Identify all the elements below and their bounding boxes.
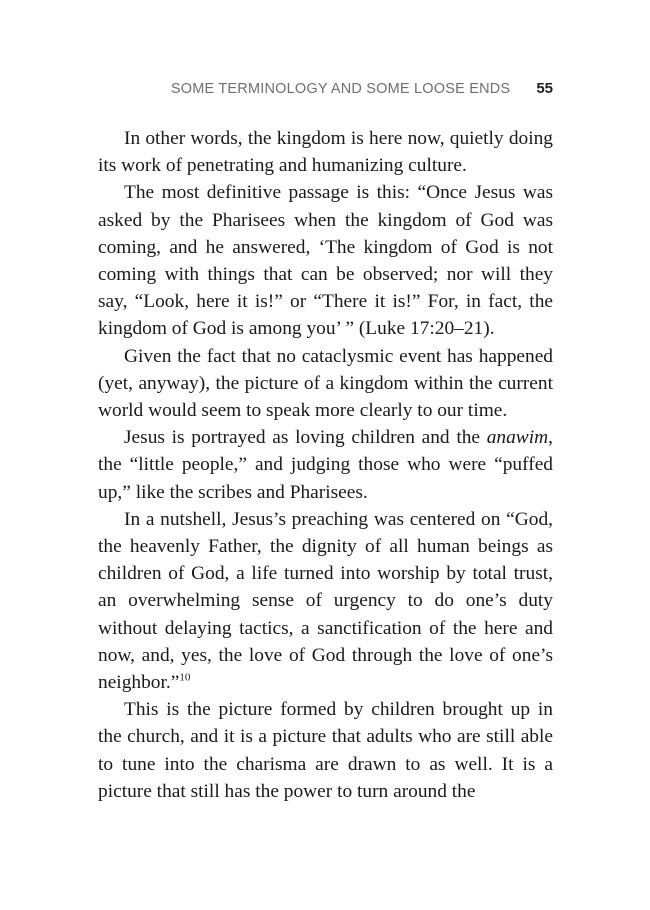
running-header bbox=[98, 80, 553, 100]
running-title: SOME TERMINOLOGY AND SOME LOOSE ENDS bbox=[170, 81, 511, 97]
paragraph-4-text-end: , the “little people,” and judging those who were “puffed up,” like the scribes and Pharisees. bbox=[98, 427, 553, 503]
paragraph-6: This is the picture formed by children brought up in the church, and it is a picture that adults who are still able to tune into the charisma are drawn to as well. It is a picture that still has the power to turn around the bbox=[98, 699, 553, 802]
paragraph-1: In other words, the kingdom is here now, quietly doing its work of penetrating and humanizing culture. bbox=[98, 128, 553, 177]
paragraph-5-text: In a nutshell, Jesus’s preaching was centered on “God, the heavenly Father, the dignity of all human beings as children of God, a life turned into worship by total trust, an overwhelming sense of urgency to do one’s duty without delaying tactics, a sanctification of the here and now, and, yes, the love of God through the love of one’s neighbor.” bbox=[98, 508, 553, 694]
paragraph-4 bbox=[98, 424, 553, 506]
page-number: 55 bbox=[536, 80, 553, 97]
paragraph-5 bbox=[98, 506, 553, 696]
italic-term: anawim bbox=[486, 427, 549, 449]
paragraph-2: The most definitive passage is this: “Once Jesus was asked by the Pharisees when the kingdom of God was coming, and he answered, ‘The kingdom of God is not coming with things that can be observed; nor will they say, “Look, here it is!” or “There it is!” For, in fact, the kingdom of God is among you’ ” (Luke 17:20–21). bbox=[98, 182, 553, 340]
footnote-reference[interactable]: 10 bbox=[179, 671, 191, 684]
paragraph-4-text-start: Jesus is portrayed as loving children and the bbox=[124, 427, 487, 449]
body-text bbox=[98, 125, 553, 805]
paragraph-3: Given the fact that no cataclysmic event has happened (yet, anyway), the picture of a kingdom within the current world would seem to speak more clearly to our time. bbox=[98, 345, 553, 422]
